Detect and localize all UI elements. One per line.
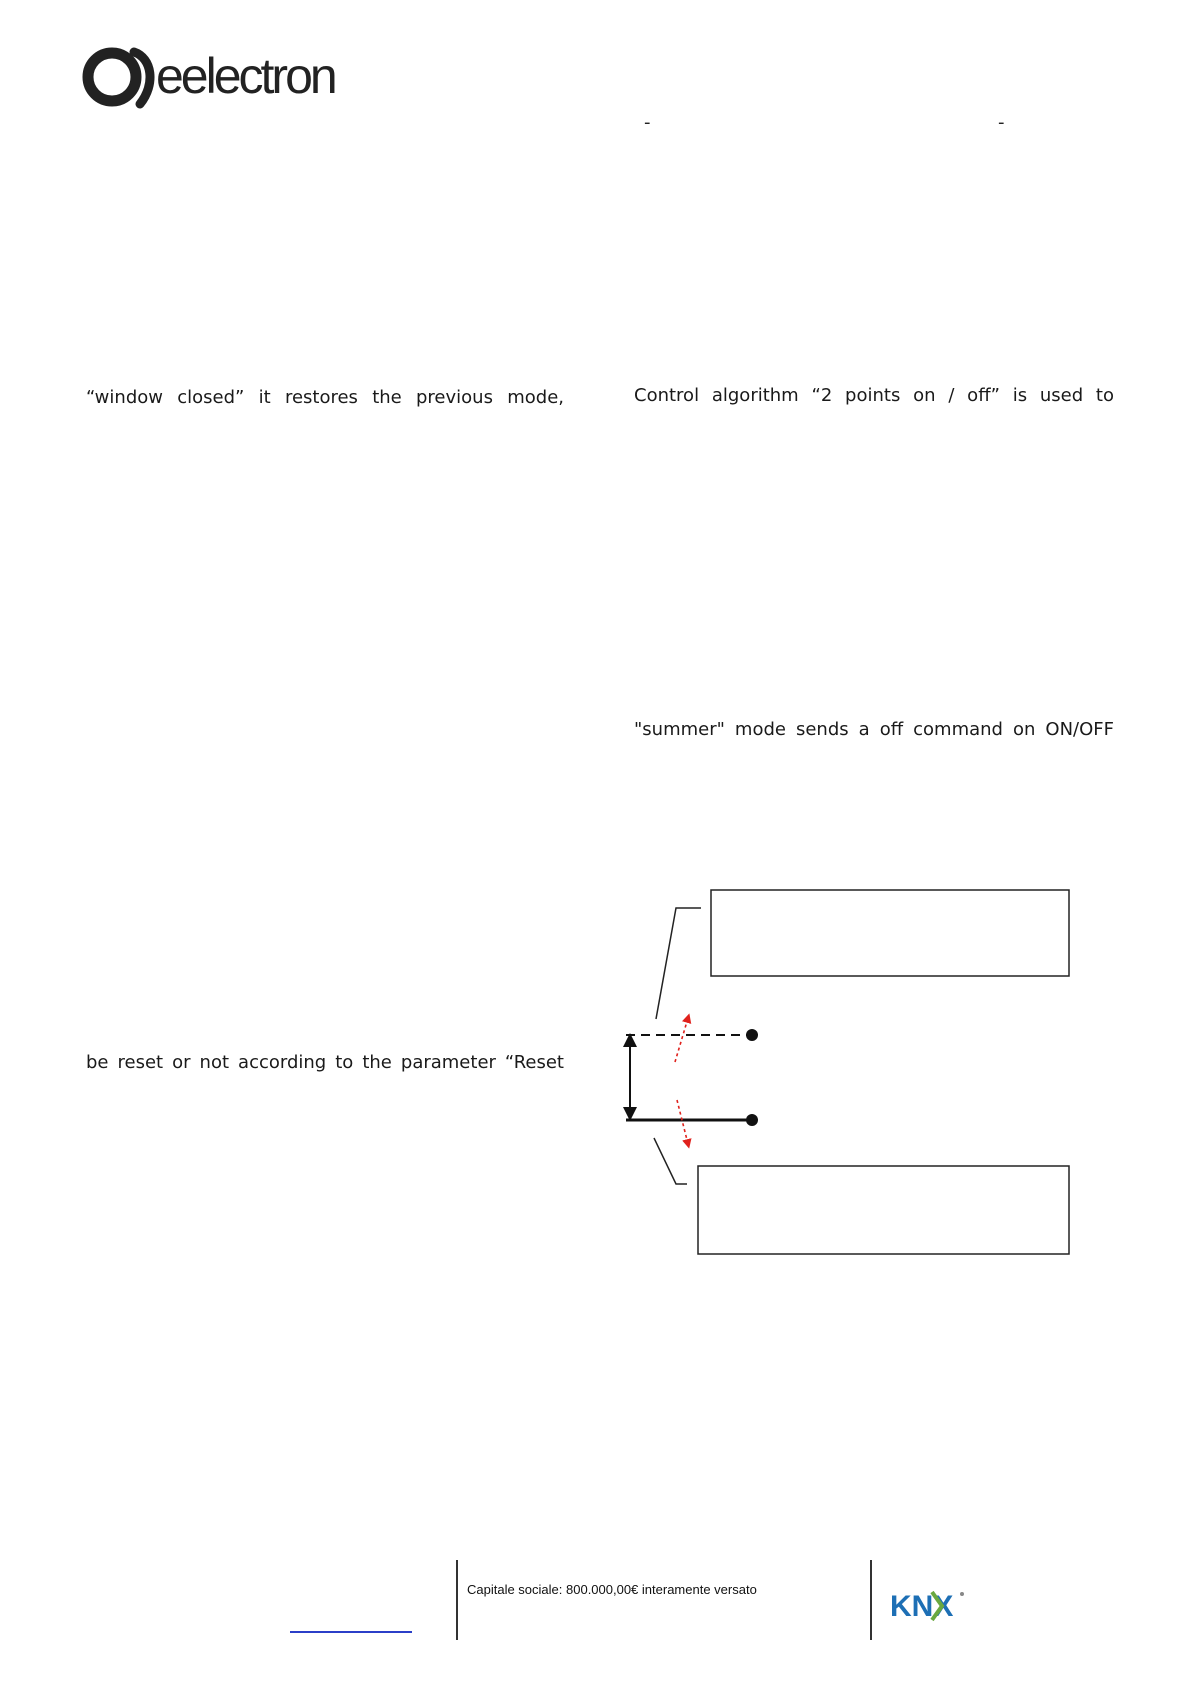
rising-transition-arrow <box>675 1018 688 1062</box>
footer-capital-text: Capitale sociale: 800.000,00€ interamente versato <box>467 1582 757 1597</box>
footer-link-underline <box>290 1631 412 1633</box>
on-off-control-diagram <box>620 880 1090 1260</box>
right-paragraph-line-2: "summer" mode sends a off command on ON/OFF <box>634 719 1114 740</box>
eelectron-logo <box>82 44 372 110</box>
footer-divider-right <box>870 1560 872 1640</box>
upper-callout-leader <box>656 908 701 1019</box>
eelectron-logo-mark <box>82 44 162 110</box>
left-paragraph-line-2: be reset or not according to the parameter “Reset <box>86 1052 564 1073</box>
setpoint-dot <box>746 1114 758 1126</box>
upper-callout-box <box>711 890 1069 976</box>
knx-logo <box>890 1588 966 1622</box>
lower-callout-leader <box>654 1138 687 1184</box>
falling-transition-arrow <box>677 1100 688 1144</box>
knx-logo-text: KNX <box>890 1590 954 1622</box>
upper-threshold-dot <box>746 1029 758 1041</box>
right-paragraph-line-1: Control algorithm “2 points on / off” is used to <box>634 385 1114 406</box>
footer-divider-left <box>456 1560 458 1640</box>
header-dash-left: - <box>644 112 651 133</box>
left-paragraph-line-1: “window closed” it restores the previous mode, <box>86 387 564 408</box>
header-dash-right: - <box>998 112 1005 133</box>
brand-wordmark: eelectron <box>156 48 335 104</box>
lower-callout-box <box>698 1166 1069 1254</box>
